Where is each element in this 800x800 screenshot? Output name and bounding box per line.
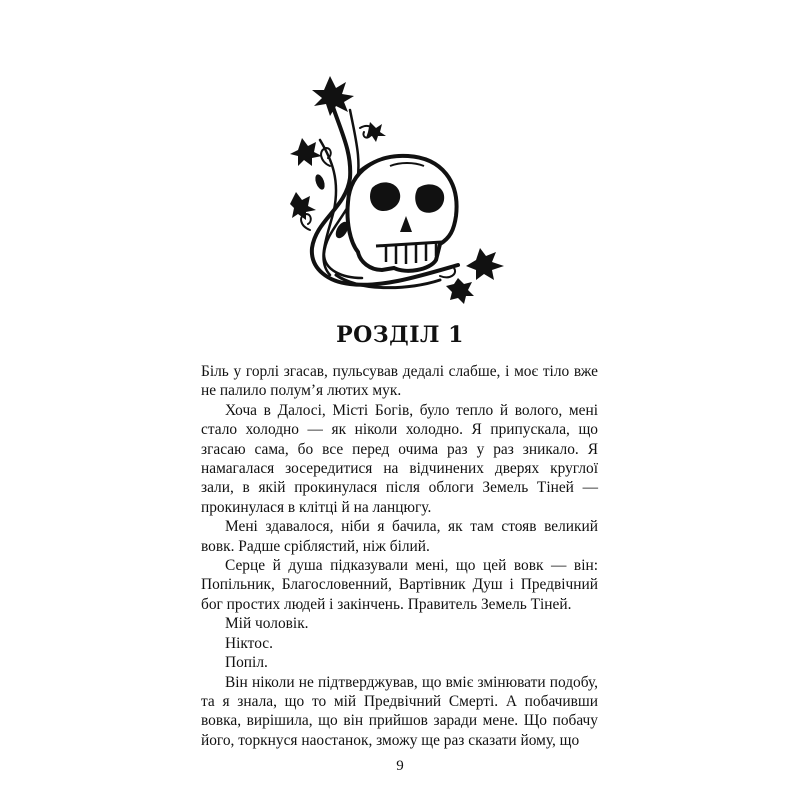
chapter-title: РОЗДІЛ 1 [336, 322, 464, 348]
skull-with-ivy-vines-icon [290, 70, 510, 305]
paragraph: Мій чоловік. [225, 615, 309, 633]
paragraph: Він ніколи не підтверджував, що вміє змінювати подобу, та я знала, що то мій Предвічний Смерті. А побачивши вовка, вирішила, що він прийшов заради мене. Що побачу його, торкнуся наостанок, зможу ще раз сказати йому, що [201, 673, 598, 749]
body-text [201, 362, 598, 750]
page-number: 9 [396, 758, 404, 774]
paragraph: Біль у горлі згасав, пульсував дедалі слабше, і моє тіло вже не палило полум’я лютих мук. [201, 363, 598, 400]
paragraph: Мені здавалося, ніби я бачила, як там стояв великий вовк. Радше сріблястий, ніж білий. [201, 518, 598, 555]
paragraph: Серце й душа підказували мені, що цей вовк — він: Попільник, Благословенний, Вартівник Душ і Предвічний бог простих людей і закінчень. Правитель Земель Тіней. [201, 557, 598, 613]
paragraph: Хоча в Далосі, Місті Богів, було тепло й волого, мені стало холодно — як ніколи холодно. Я припускала, що згасаю сама, бо все перед очима раз у раз зникало. Я намагалася зосередитися на відчинених дверях круглої зали, в якій прокинулася після облоги Земель Тіней — прокинулася в клітці й на ланцюгу. [201, 401, 598, 516]
paragraph: Попіл. [225, 654, 268, 672]
paragraph: Ніктос. [225, 634, 273, 652]
